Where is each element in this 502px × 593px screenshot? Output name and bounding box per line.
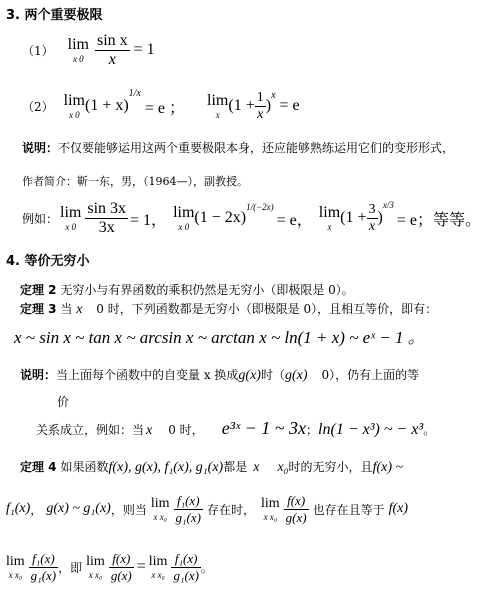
theorem-text: 都是 — [223, 460, 248, 474]
example-rhs: = 1， — [130, 211, 168, 229]
section-4-title: 4. 等价无穷小 — [6, 254, 90, 269]
limit-operator: lim x — [207, 91, 229, 120]
exponent: x — [271, 90, 276, 101]
theorem-3 — [20, 300, 437, 318]
example-rhs: = e， — [276, 211, 313, 229]
note-text: 。 — [423, 423, 436, 437]
formula-body: ) — [265, 97, 272, 114]
math-inline: f(x), g(x), f₁(x), g₁(x) — [108, 460, 224, 475]
theorem-text: 存在时， — [206, 502, 255, 517]
formula-label: （2） — [22, 99, 54, 114]
limit-operator: lim x x₀ — [148, 553, 168, 580]
math-inline: g(x) — [284, 368, 308, 383]
theorem-text: 如果函数 — [60, 460, 109, 474]
theorem-text: 0 时，下列函数都是无穷小（即极限是 0），且相互等价，即有： — [96, 302, 438, 316]
theorem-4-line-3 — [6, 544, 213, 590]
fraction: $\frac{\sin 3x}{3x}$ — [87, 199, 127, 236]
example-label: 例如： — [22, 211, 59, 226]
fraction: $\frac{\text{sin x}}{x}$ — [96, 31, 128, 68]
theorem-4-line-1 — [20, 458, 403, 476]
limit-operator: lim x 0 — [60, 203, 82, 232]
math-inline: f(x) — [388, 501, 409, 516]
formula-body: (1 + x) — [84, 97, 129, 114]
exponent: 1/x — [128, 88, 141, 99]
theorem-text: 时的无穷小，且 — [288, 460, 373, 474]
variable: x₀ — [277, 460, 289, 475]
equivalence-chain: x ~ sin x ~ tan x ~ arcsin x ~ arctan x ~ ln(1 + x) ~ eˣ − 1 。 — [14, 328, 425, 347]
limit-operator: lim x 0 — [63, 91, 85, 120]
theorem-2 — [20, 281, 354, 298]
formula-rhs: = 1 — [133, 41, 155, 58]
example-body: (1 − 2x) — [194, 209, 247, 226]
theorem-text: 无穷小与有界函数的乘积仍然是无穷小（即极限是 0）。 — [60, 283, 354, 297]
note-text: 不仅要能够运用这两个重要极限本身，还应能够熟练运用它们的变形形式， — [58, 141, 455, 155]
author-footnote: 作者简介：靳一东，男，（1964—），副教授。 — [22, 175, 248, 188]
math-inline: e³ˣ − 1 ~ 3x — [221, 418, 307, 438]
theorem-label: 定理 2 — [20, 283, 57, 297]
note-label: 说明： — [20, 368, 57, 382]
variable: x — [76, 302, 83, 317]
fraction: $\frac{1}{x}$ — [256, 89, 264, 122]
example-body: (1 + — [340, 209, 367, 226]
limit-operator: lim x x₀ — [261, 495, 280, 522]
example-body: ) — [377, 209, 383, 226]
note-text: 当上面每个函数中的自变量 x 换成 — [56, 368, 239, 382]
limit-operator: lim x — [318, 203, 341, 232]
equals-sign: = — [136, 558, 146, 575]
limit-operator: lim x x₀ — [6, 553, 25, 580]
theorem-text: 当 — [60, 302, 73, 316]
theorem-text: ， — [30, 502, 43, 517]
note-text: 关系成立，例如：当 — [36, 423, 145, 437]
theorem-label: 定理 3 — [20, 302, 57, 316]
example-rhs: = e；等等。 — [396, 211, 481, 229]
math-inline: g(x) — [238, 368, 261, 383]
fraction: $\frac{\text{f₁(x)}}{\text{g₁(x)}}$ — [173, 550, 199, 583]
fraction: $\frac{\text{f₁(x)}}{\text{g₁(x)}}$ — [175, 492, 201, 525]
theorem-text: ，即 — [58, 560, 83, 575]
limit-operator: lim x 0 — [173, 203, 195, 232]
fraction: $\frac{f(x)}{g(x)}$ — [285, 492, 307, 525]
fraction: $\frac{3}{x}$ — [368, 201, 376, 234]
note-paragraph — [22, 139, 454, 156]
variable: x — [253, 460, 260, 475]
examples-line — [22, 196, 481, 240]
math-inline: ln(1 − x³) ~ − x³ — [318, 421, 424, 438]
formula-rhs: = e ； — [144, 99, 186, 117]
exponent: 1/(−2x) — [246, 202, 274, 212]
note-2-line-1 — [20, 366, 419, 384]
note-text: ； — [306, 423, 319, 437]
note-2-line-3 — [36, 418, 435, 439]
theorem-text: 也存在且等于 — [312, 502, 385, 517]
note-text: 时（ — [260, 368, 285, 382]
note-text: 0），仍有上面的等 — [321, 368, 420, 382]
limit-operator: lim x 0 — [67, 35, 89, 64]
exponent: x/3 — [382, 200, 394, 210]
limit-operator: lim x x₀ — [86, 553, 105, 580]
limit-operator: lim x x₀ — [150, 495, 170, 522]
math-inline: f₁(x) — [6, 501, 31, 516]
fraction: $\frac{f(x)}{g(x)}$ — [110, 550, 132, 583]
variable: x — [146, 423, 153, 438]
note-label: 说明： — [22, 141, 59, 155]
formula-limit-1 — [22, 28, 155, 72]
theorem-4-line-2 — [6, 487, 408, 531]
note-2-line-2: 价 — [57, 395, 70, 409]
formula-limit-2 — [22, 86, 300, 126]
formula-label: （1） — [22, 43, 54, 58]
fraction: $\frac{\text{f₁(x)}}{\text{g₁(x)}}$ — [30, 550, 57, 583]
formula-body: (1 + — [228, 97, 255, 114]
theorem-text: ，则当 — [110, 502, 147, 517]
section-3-title: 3. 两个重要极限 — [6, 8, 103, 23]
formula-rhs: = e — [279, 97, 300, 114]
math-inline: g(x) ~ g₁(x) — [46, 501, 111, 516]
note-text: 0 时， — [168, 423, 204, 437]
theorem-label: 定理 4 — [20, 460, 57, 474]
math-inline: f(x) ~ — [372, 460, 404, 475]
theorem-text: 。 — [200, 560, 213, 575]
